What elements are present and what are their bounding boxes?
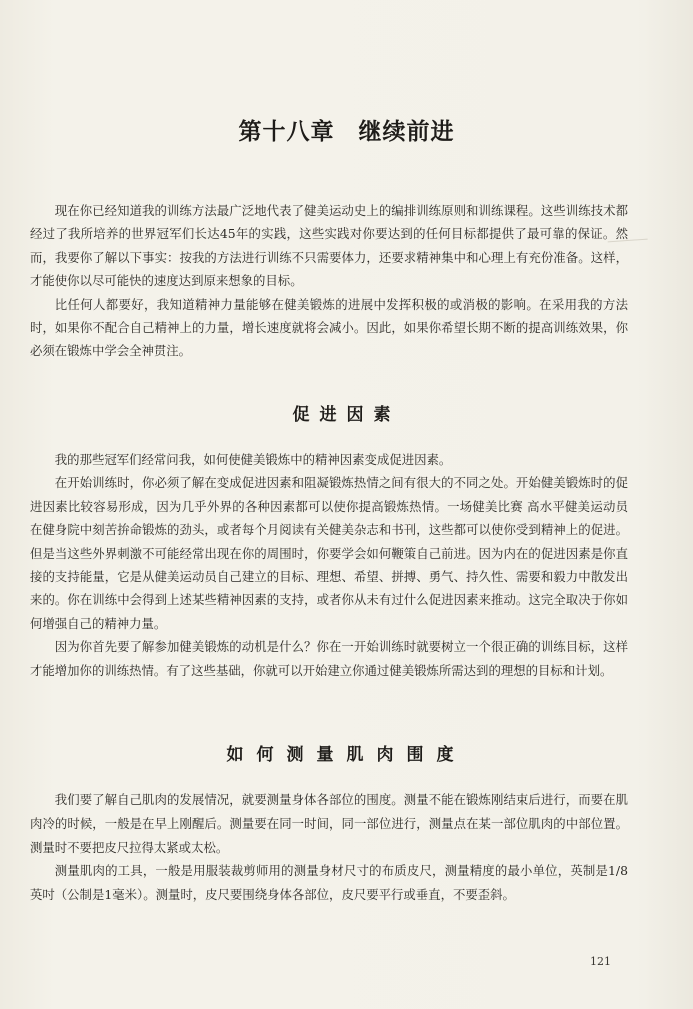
paragraph: 我们要了解自己肌肉的发展情况，就要测量身体各部位的围度。测量不能在锻炼刚结束后进行，而要在肌肉冷的时候，一般是在早上刚醒后。测量要在同一时间，同一部位进行，测量点在某一部位肌肉的中部位置。测量时不要把皮尺拉得太紧或太松。	[30, 792, 628, 855]
section-heading-measuring-muscles: 如何测量肌肉围度	[226, 745, 467, 765]
paragraph: 现在你已经知道我的训练方法最广泛地代表了健美运动史上的编排训练原则和训练课程。这些训练技术都经过了我所培养的世界冠军们长达45年的实践，这些实践对你要达到的任何目标都提供了最可靠的保证。然而，我要你了解以下事实：按我的方法进行训练不只需要体力，还要求精神集中和心理上有充份准备。这样，才能使你以尽可能快的速度达到原来想象的目标。	[30, 203, 628, 289]
chapter-title: 第十八章 继续前进	[238, 119, 455, 145]
paragraph: 比任何人都要好，我知道精神力量能够在健美锻炼的进展中发挥积极的或消极的影响。在采用我的方法时，如果你不配合自己精神上的力量，增长速度就将会减小。因此，如果你希望长期不断的提高训练效果，你必须在锻炼中学会全神贯注。	[30, 296, 628, 359]
paragraph: 测量肌肉的工具，一般是用服装裁剪师用的测量身材尺寸的布质皮尺，测量精度的最小单位，英制是1/8英吋（公制是1毫米）。测量时，皮尺要围绕身体各部位，皮尺要平行或垂直，不要歪斜。	[30, 863, 628, 903]
promoting-factors-text	[30, 448, 628, 682]
paragraph: 因为你首先要了解参加健美锻炼的动机是什么？你在一开始训练时就要树立一个很正确的训练目标，这样才能增加你的训练热情。有了这些基础，你就可以开始建立你通过健美锻炼所需达到的理想的目标和计划。	[30, 639, 628, 678]
section-heading-promoting-factors: 促进因素	[292, 405, 401, 425]
page-number: 121	[590, 955, 611, 968]
paragraph: 我的那些冠军们经常问我，如何使健美锻炼中的精神因素变成促进因素。	[54, 452, 452, 467]
paragraph: 在开始训练时，你必须了解在变成促进因素和阻凝锻炼热情之间有很大的不同之处。开始健美锻炼时的促进因素比较容易形成，因为几乎外界的各种因素都可以使你提高锻炼热情。一场健美比赛 高水平健美运动员在健身院中刻苦拚命锻炼的劲头，或者每个月阅读有关健美杂志和书刊，这些都可以使你受到精神上的促进。但是当这些外界刺激不可能经常出现在你的周围时，你要学会如何鞭策自己前进。因为内在的促进因素是你直接的支持能量，它是从健美运动员自己建立的目标、理想、希望、拼搏、勇气、持久性、需要和毅力中散发出来的。你在训练中会得到上述某些精神因素的支持，或者你从未有过什么促进因素来推动。这完全取决于你如何增强自己的精神力量。	[30, 475, 628, 631]
measuring-muscles-text	[30, 788, 628, 907]
intro-text	[30, 199, 628, 363]
